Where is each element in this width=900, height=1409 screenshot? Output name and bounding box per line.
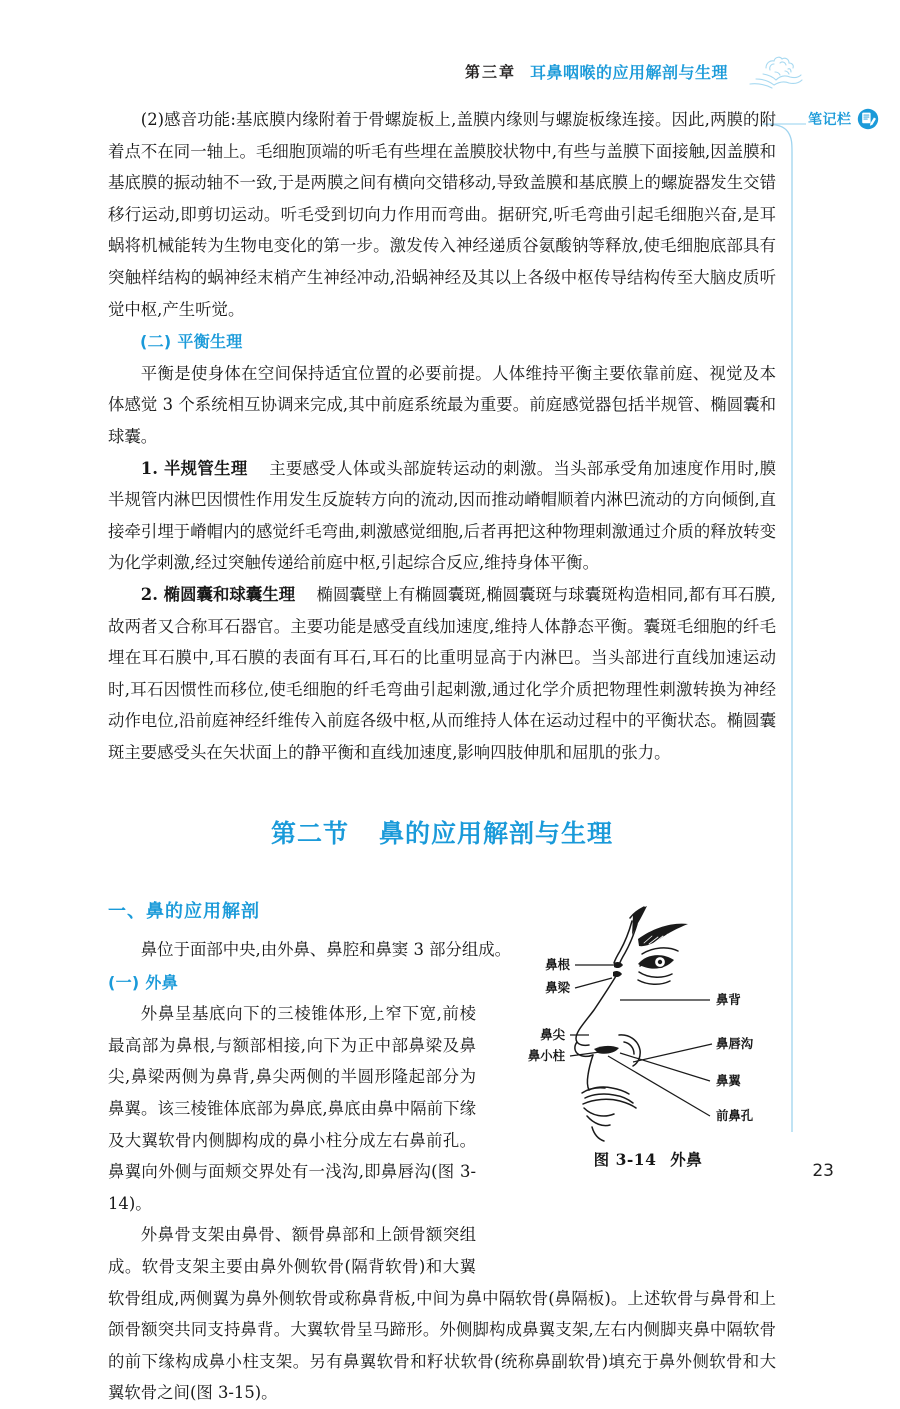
paragraph-nose-location: 鼻位于面部中央,由外鼻、鼻腔和鼻窦 3 部分组成。	[140, 940, 512, 960]
figure-label-bixiaozhu: 鼻小柱	[527, 1048, 565, 1063]
heading-balance-physiology: (二) 平衡生理	[140, 332, 243, 352]
figure-label-bibei: 鼻背	[716, 992, 741, 1007]
heading-outer-nose: (一) 外鼻	[108, 972, 178, 992]
figure-3-14	[520, 884, 776, 1170]
chapter-title: 耳鼻咽喉的应用解剖与生理	[529, 62, 728, 82]
notes-label-text: 笔记栏	[808, 112, 852, 128]
figure-label-bijian: 鼻尖	[540, 1027, 565, 1042]
item-2-text: 椭圆囊壁上有椭圆囊斑,椭圆囊斑与球囊斑构造相同,都有耳石膜,故两者又合称耳石器官。主要功能是感受直线加速度,维持人体静态平衡。囊斑毛细胞的纤毛埋在耳石膜中,耳石膜的表面有耳石,耳石的比重明显高于内淋巴。当头部进行直线加速运动时,耳石因惯性而移位,使毛细胞的纤毛弯曲引起刺激,通过化学介质把物理性刺激转换为神经动作电位,沿前庭神经纤维传入前庭各级中枢,从而维持人体在运动过程中的平衡状态。椭圆囊斑主要感受头在矢状面上的静平衡和直线加速度,影响四肢伸肌和屈肌的张力。	[108, 584, 776, 762]
header-inner	[465, 52, 804, 90]
notes-label	[808, 108, 879, 130]
figure-label-biliang: 鼻梁	[545, 980, 570, 995]
item-1-text: 主要感受人体或头部旋转运动的刺激。当头部承受角加速度作用时,膜半规管内淋巴因惯性作用发生反旋转方向的流动,因而推动嵴帽顺着内淋巴流动的方向倾倒,直接牵引埋于嵴帽内的感觉纤毛弯曲,刺激感觉细胞,后者再把这种物理刺激通过介质的释放转变为化学刺激,经过突触传递给前庭中枢,引起综合反应,维持身体平衡。	[108, 458, 776, 573]
note-pen-icon	[857, 108, 879, 130]
figure-label-qianbikong: 前鼻孔	[716, 1108, 754, 1123]
chapter-number: 第三章	[464, 62, 516, 81]
figure-label-bichungou: 鼻唇沟	[716, 1036, 754, 1051]
notes-rail	[762, 112, 900, 1138]
paragraph-nose-skeleton: 外鼻骨支架由鼻骨、额骨鼻部和上颌骨额突组成。软骨支架主要由鼻外侧软骨(隔背软骨)和大翼软骨组成,两侧翼为鼻外侧软骨或称鼻背板,中间为鼻中隔软骨(鼻隔板)。上述软骨与鼻骨和上颌骨额突共同支持鼻背。大翼软骨呈马蹄形。外侧脚构成鼻翼支架,左右内侧脚夹鼻中隔软骨的前下缘构成鼻小柱支架。另有鼻翼软骨和籽状软骨(统称鼻副软骨)填充于鼻外侧软骨和大翼软骨之间(图 3-15)。	[108, 1225, 776, 1403]
page-number: 23	[812, 1161, 834, 1181]
paragraph-semicircular-canal	[108, 453, 776, 579]
paragraph-utricle-saccule	[108, 579, 776, 769]
figure-label-biyagen: 鼻根	[545, 957, 570, 972]
section-title: 鼻的应用解剖与生理	[379, 819, 614, 849]
running-header	[0, 44, 900, 92]
text-column	[108, 104, 776, 1409]
cloud-wave-icon	[742, 52, 804, 90]
figure-label-biyi: 鼻翼	[716, 1073, 741, 1088]
figure-caption	[520, 1148, 776, 1170]
figure-caption-number: 图 3-14	[593, 1150, 657, 1169]
paragraph-outer-nose-shape: 外鼻呈基底向下的三棱锥体形,上窄下宽,前棱最高部为鼻根,与额部相接,向下为正中部鼻梁及鼻尖,鼻梁两侧为鼻背,鼻尖两侧的半圆形隆起部分为鼻翼。该三棱锥体底部为鼻底,鼻底由鼻中隔前下缘及大翼软骨内侧脚构成的鼻小柱分成左右鼻前孔。鼻翼向外侧与面颊交界处有一浅沟,即鼻唇沟(图 3-14)。	[108, 1004, 476, 1213]
item-2-label: 2. 椭圆囊和球囊生理	[140, 584, 296, 604]
item-1-label: 1. 半规管生理	[140, 458, 248, 478]
figure-caption-title: 外鼻	[670, 1150, 703, 1169]
paragraph-balance-intro: 平衡是使身体在空间保持适宜位置的必要前提。人体维持平衡主要依靠前庭、视觉及本体感觉 3 个系统相互协调来完成,其中前庭系统最为重要。前庭感觉器包括半规管、椭圆囊和球囊。	[108, 363, 776, 446]
outer-nose-diagram	[520, 884, 776, 1146]
section-number: 第二节	[270, 819, 349, 849]
paragraph-sound-function: (2)感音功能:基底膜内缘附着于骨螺旋板上,盖膜内缘则与螺旋板缘连接。因此,两膜的附着点不在同一轴上。毛细胞顶端的听毛有些埋在盖膜胶状物中,有些与盖膜下面接触,因盖膜和基底膜的振动轴不一致,于是两膜之间有横向交错移动,导致盖膜和基底膜上的螺旋器发生交错移行运动,即剪切运动。听毛受到切向力作用而弯曲。据研究,听毛弯曲引起毛细胞兴奋,是耳蜗将机械能转为生物电变化的第一步。激发传入神经递质谷氨酸钠等释放,使毛细胞底部具有突触样结构的蜗神经末梢产生神经冲动,沿蜗神经及其以上各级中枢传导结构传至大脑皮质听觉中枢,产生听觉。	[108, 110, 776, 319]
heading-nose-anatomy: 一、鼻的应用解剖	[108, 901, 260, 923]
section-heading	[108, 814, 776, 850]
